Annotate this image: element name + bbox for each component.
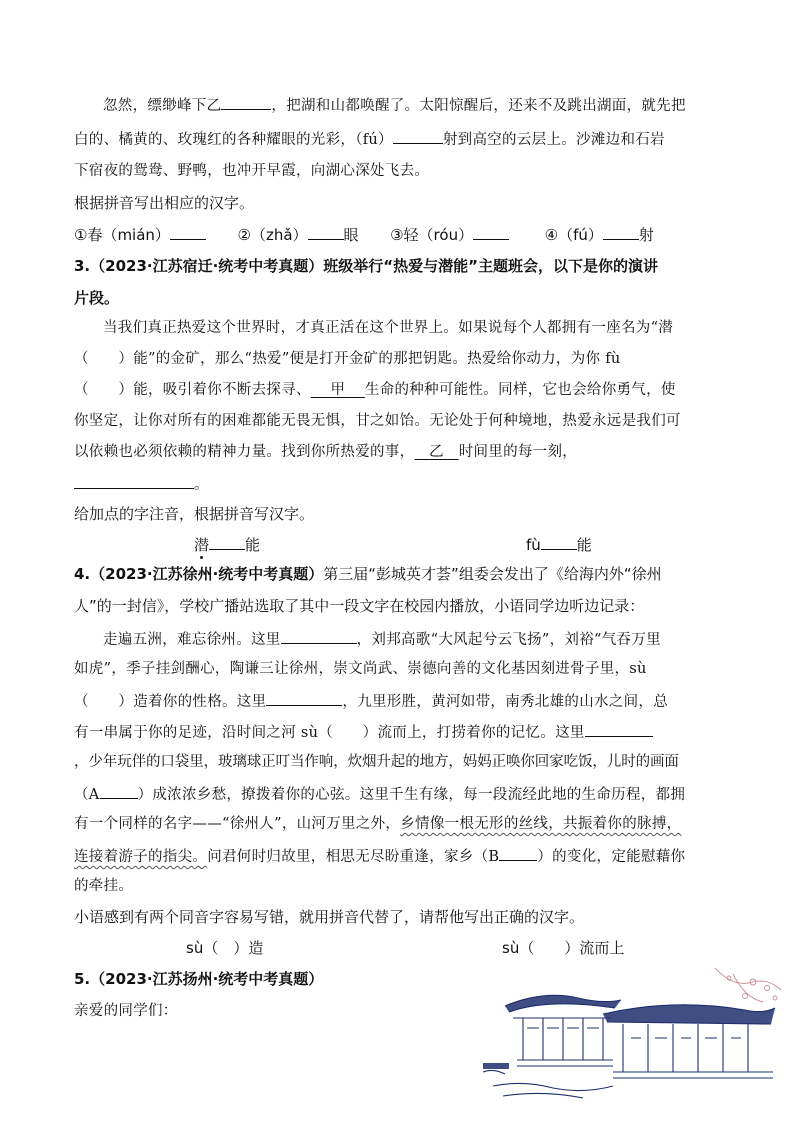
wavy-underline-1: 乡情像一根无形的丝线，共振着你的脉搏， [400,816,682,832]
q3-line-2: （ ）能”的金矿，那么“热爱”便是打开金矿的那把钥匙。热爱给你动力，为你 fù [74,351,621,367]
answer-blank-2[interactable] [308,224,344,240]
q3-answer-2: fù 能 [526,536,592,554]
q4-line-7: 有一个同样的名字——“徐州人”，山河万里之外，乡情像一根无形的丝线，共振着你的脉搏， [74,816,682,832]
q4-answer-2: sù（ ）流而上 [502,939,625,957]
q5-greeting: 亲爱的同学们： [74,1003,178,1019]
p2-answer-row: ①春（mián） ②（zhǎ） 眼 ③轻（róu） ④（fú） 射 [74,226,654,244]
q4-line-6: （A ）成浓浓乡愁，撩拨着你的心弦。这里千生有缘，每一段流经此地的生命历程，都拥 [74,783,685,805]
p2-instruction: 根据拼音写出相应的汉字。 [74,194,255,212]
q4-line-9: 的牵挂。 [74,878,134,894]
q3-line-3: （ ）能，吸引着你不断去探寻、 甲 生命的种种可能性。同样，它也会给你勇气，使 [74,382,676,398]
q3-line-4: 你坚定，让你对所有的困难都能无畏无惧，甘之如饴。无论处于何种境地，热爱永远是我们可 [74,413,681,429]
blank-line1[interactable] [281,628,357,644]
blank-A[interactable] [100,783,138,799]
q4-heading-1: 4.（2023·江苏徐州·统考中考真题）第三届“彭城英才荟”组委会发出了《给海内外“徐州 [74,565,662,583]
blank-continue-sentence[interactable] [74,473,194,489]
marker-yi: 乙 [429,444,444,460]
answer-blank-3[interactable] [473,224,509,240]
blank-yi[interactable] [221,94,271,110]
p2-line-2: 白的、橘黄的、玫瑰红的各种耀眼的光彩，（fú） 射到高空的云层上。沙滩边和石岩 [74,128,665,150]
p2-line-3: 下宿夜的鸳鸯、野鸭，也冲开早霞，向湖心深处飞去。 [74,163,430,179]
answer-blank-qian[interactable] [209,534,245,550]
q4-line-1: 走遍五洲，难忘徐州。这里 ，刘邦高歌“大风起兮云飞扬”，刘裕“气吞万里 [103,628,661,650]
blank-B[interactable] [499,845,537,861]
q3-heading-1: 3.（2023·江苏宿迁·统考中考真题）班级举行“热爱与潜能”主题班会，以下是你的演讲 [74,257,659,275]
p2-line-1: 忽然，缥缈峰下乙 ，把湖和山都唤醒了。太阳惊醒后，还来不及跳出湖面，就先把 [103,94,686,116]
q3-line-1: 当我们真正热爱这个世界时，才真正活在这个世界上。如果说每个人都拥有一座名为“潜 [103,320,674,336]
q4-line-2: 如虎”，季子挂剑酬心，陶谦三让徐州，崇文尚武、崇德向善的文化基因刻进骨子里，sù [74,661,647,677]
answer-blank-1[interactable] [170,224,206,240]
q3-heading-2: 片段。 [74,289,120,307]
q3-line-6: 。 [74,473,209,495]
pavilion-illustration [483,968,783,1108]
q4-line-5: ，少年玩伴的口袋里，玻璃球正叮当作响，炊烟升起的地方，妈妈正唤你回家吃饭，儿时的画面 [74,754,679,770]
q5-heading: 5.（2023·江苏扬州·统考中考真题） [74,970,324,988]
wavy-underline-2: 连接着游子的指尖。 [74,849,208,865]
answer-blank-fu[interactable] [541,534,577,550]
q4-instruction: 小语感到有两个同音字容易写错，就用拼音代替了，请帮他写出正确的汉字。 [74,908,585,926]
q4-heading-2: 人”的一封信》，学校广播站选取了其中一段文字在校园内播放，小语同学边听边记录： [74,597,645,615]
q4-line-4: 有一串属于你的足迹，沿时间之河 sù（ ）流而上，打捞着你的记忆。这里 [74,721,653,743]
q3-line-5: 以依赖也必须依赖的精神力量。找到你所热爱的事， 乙 时间里的每一刻， [74,444,578,460]
q4-line-3: （ ）造着你的性格。这里 ，九里形胜，黄河如带，南秀北雄的山水之间，总 [74,690,668,712]
q3-instruction: 给加点的字注音，根据拼音写汉字。 [74,505,315,523]
q4-line-8: 连接着游子的指尖。问君何时归故里，相思无尽盼重逢，家乡（B ）的变化，定能慰藉你 [74,845,685,867]
q3-answer-1: 潜 能 [194,536,261,554]
blossom-branch [715,968,781,1002]
roof-shading [483,995,775,1069]
answer-blank-4[interactable] [603,224,639,240]
blank-fu[interactable] [393,128,443,144]
q4-answer-1: sù（ ）造 [186,939,264,957]
blank-line4[interactable] [585,721,653,737]
marker-jia: 甲 [330,382,346,398]
blank-line3[interactable] [266,690,342,706]
